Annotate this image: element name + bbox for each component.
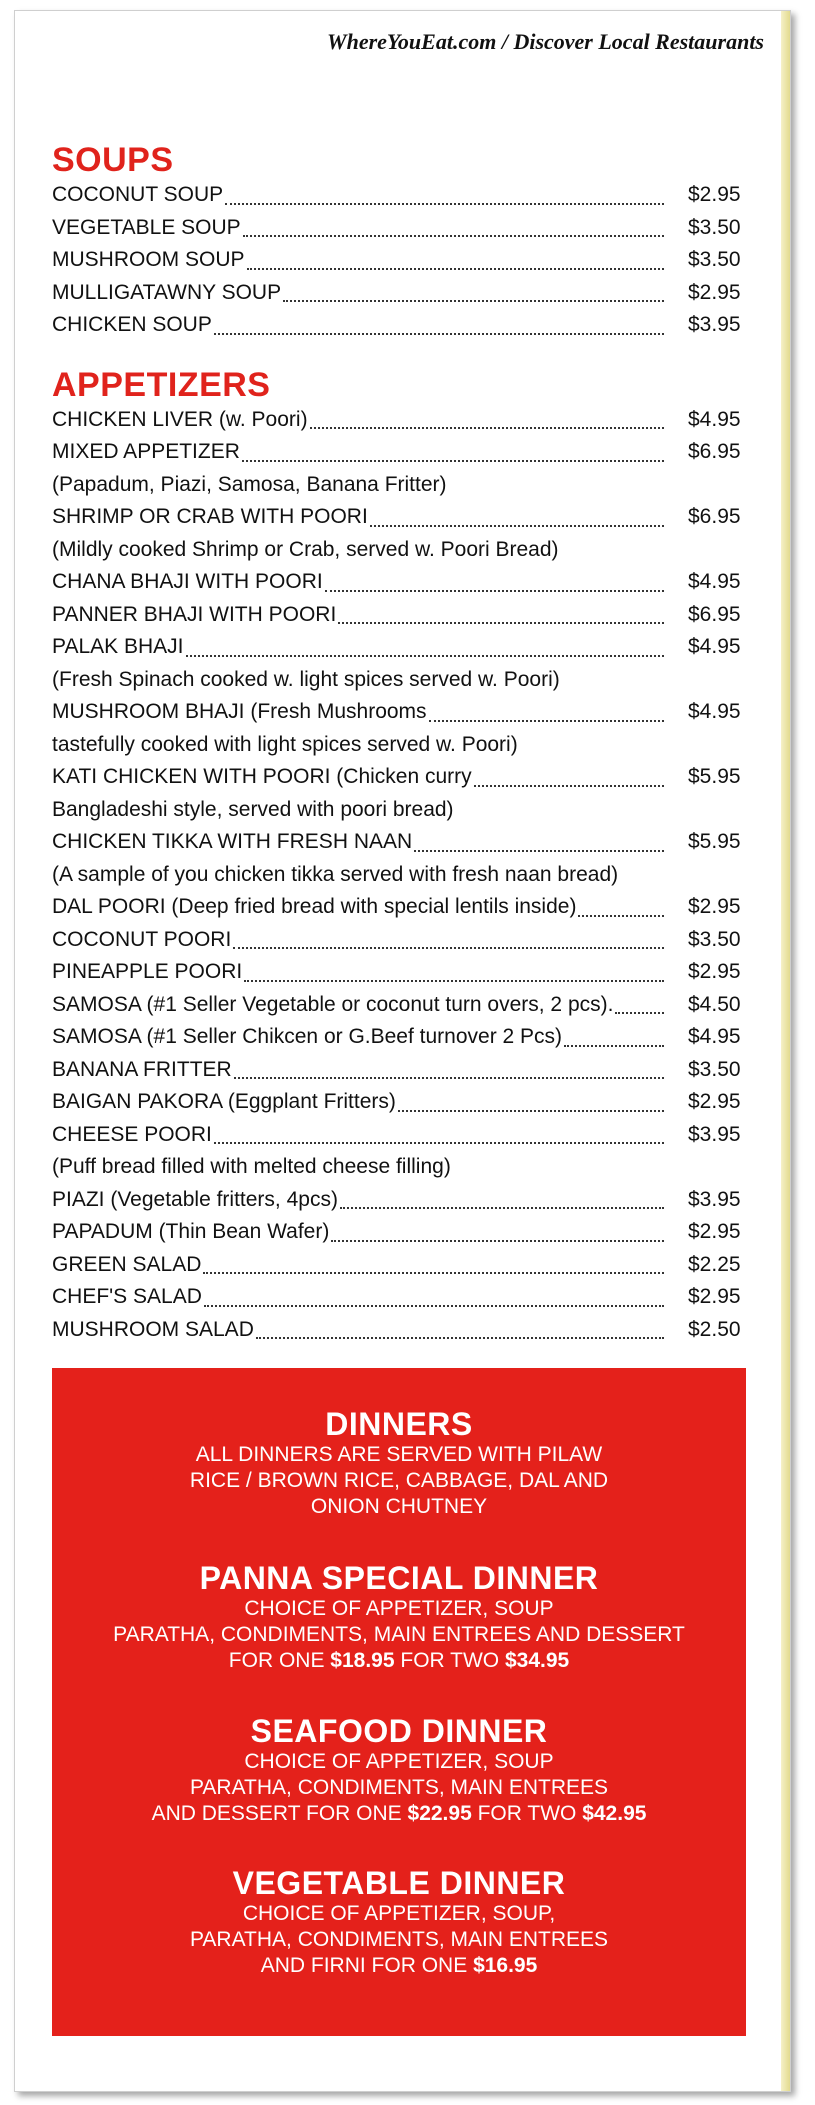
menu-item-name: CHEESE POORI	[52, 1122, 212, 1146]
dinners-block	[52, 1406, 746, 1520]
dot-leader	[233, 947, 664, 949]
dinners-intro-line: RICE / BROWN RICE, CABBAGE, DAL AND	[189, 1469, 609, 1492]
menu-item-price: $3.50	[688, 1057, 741, 1081]
menu-item	[52, 1216, 752, 1249]
dinners-title: DINNERS	[325, 1406, 473, 1442]
menu-item	[52, 1054, 752, 1087]
menu-item-price: $4.95	[688, 700, 741, 723]
menu-item-price: $6.95	[688, 602, 741, 626]
dot-leader	[578, 915, 664, 917]
menu-item-price: $2.95	[688, 280, 741, 304]
menu-item-name: MUSHROOM SOUP	[52, 248, 245, 271]
menu-item-name: COCONUT POORI	[52, 927, 232, 951]
dot-leader	[256, 1337, 664, 1339]
menu-item	[52, 1119, 752, 1152]
menu-item-name: COCONUT SOUP	[52, 183, 224, 206]
seafood-for-two-label: FOR TWO	[477, 1802, 577, 1825]
menu-item	[52, 1086, 752, 1119]
dot-leader	[398, 1110, 664, 1112]
menu-item	[52, 989, 752, 1022]
menu-item-name: BAIGAN PAKORA (Eggplant Fritters)	[52, 1090, 396, 1113]
menu-item	[52, 436, 752, 469]
dot-leader	[203, 1272, 664, 1274]
dot-leader	[370, 525, 664, 527]
menu-item-name: GREEN SALAD	[52, 1252, 202, 1276]
panna-for-two-label: FOR TWO	[400, 1649, 500, 1672]
vegetable-line: PARATHA, CONDIMENTS, MAIN ENTREES	[189, 1928, 609, 1951]
dinners-intro-line: ALL DINNERS ARE SERVED WITH PILAW	[195, 1443, 603, 1466]
menu-item-name: MIXED APPETIZER	[52, 440, 240, 463]
menu-item	[52, 179, 752, 212]
appetizers-list	[52, 404, 752, 1347]
menu-item-name: MULLIGATAWNY SOUP	[52, 280, 282, 304]
menu-item-price: $3.50	[688, 215, 741, 239]
menu-item-price: $6.95	[688, 440, 741, 463]
menu-item-name: SAMOSA (#1 Seller Vegetable or coconut turn overs, 2 pcs).	[52, 992, 614, 1016]
menu-item	[52, 309, 752, 342]
menu-item	[52, 956, 752, 989]
menu-item-note: (Papadum, Piazi, Samosa, Banana Fritter)	[52, 472, 447, 496]
menu-item-price: $2.95	[688, 1285, 741, 1308]
menu-page	[14, 10, 791, 2092]
menu-item	[52, 761, 752, 794]
menu-item	[52, 599, 752, 632]
menu-item-note: (Puff bread filled with melted cheese filling)	[52, 1155, 451, 1178]
dot-leader	[214, 333, 664, 335]
menu-item-name: PINEAPPLE POORI	[52, 960, 243, 983]
menu-item-price: $4.95	[688, 570, 741, 593]
panna-prices	[52, 1648, 746, 1674]
menu-item-name: MUSHROOM SALAD	[52, 1317, 254, 1341]
dot-leader	[283, 300, 664, 302]
menu-item-name: PAPADUM (Thin Bean Wafer)	[52, 1220, 330, 1243]
seafood-prices	[52, 1801, 746, 1827]
seafood-line: CHOICE OF APPETIZER, SOUP	[244, 1750, 554, 1773]
dot-leader	[247, 268, 664, 270]
menu-item-note: Bangladeshi style, served with poori bread)	[52, 797, 454, 821]
appetizers-title: APPETIZERS	[52, 365, 271, 404]
menu-item-price: $5.95	[688, 765, 741, 788]
vegetable-line: CHOICE OF APPETIZER, SOUP,	[242, 1902, 556, 1925]
menu-item-price: $2.25	[688, 1252, 741, 1276]
dot-leader	[429, 720, 664, 722]
menu-item	[52, 1281, 752, 1314]
menu-item	[52, 1314, 752, 1347]
menu-item-name: PIAZI (Vegetable fritters, 4pcs)	[52, 1187, 338, 1211]
menu-item	[52, 1184, 752, 1217]
menu-item-price: $4.95	[688, 635, 741, 658]
dot-leader	[204, 1305, 664, 1307]
menu-item	[52, 244, 752, 277]
menu-item-name: KATI CHICKEN WITH POORI (Chicken curry	[52, 765, 472, 788]
dot-leader	[338, 622, 664, 624]
menu-item-note: (Fresh Spinach cooked w. light spices served w. Poori)	[52, 667, 560, 691]
menu-item-price: $4.95	[688, 407, 741, 431]
seafood-for-two-price: $42.95	[582, 1802, 647, 1825]
menu-item-price: $3.50	[688, 248, 741, 271]
menu-item-price: $4.95	[688, 1025, 741, 1048]
menu-item-note: (A sample of you chicken tikka served with fresh naan bread)	[52, 862, 619, 886]
panna-title: PANNA SPECIAL DINNER	[199, 1560, 599, 1596]
dot-leader	[564, 1045, 664, 1047]
dot-leader	[414, 850, 664, 852]
menu-item	[52, 277, 752, 310]
menu-item-name: CHICKEN TIKKA WITH FRESH NAAN	[52, 830, 413, 853]
menu-item-name: CHICKEN SOUP	[52, 313, 212, 336]
panna-for-two-price: $34.95	[504, 1649, 570, 1672]
dot-leader	[225, 203, 664, 205]
menu-item	[52, 212, 752, 245]
menu-item-name: MUSHROOM BHAJI (Fresh Mushrooms	[52, 700, 427, 723]
dot-leader	[242, 460, 664, 462]
dinners-intro-line: ONION CHUTNEY	[310, 1495, 488, 1518]
menu-item-note: (Mildly cooked Shrimp or Crab, served w. Poori Bread)	[52, 537, 559, 561]
vegetable-dinner	[52, 1865, 746, 1979]
dot-leader	[186, 655, 665, 657]
dot-leader	[234, 1077, 664, 1079]
soups-title: SOUPS	[52, 141, 174, 179]
menu-item	[52, 631, 752, 664]
menu-item-price: $2.95	[688, 1220, 741, 1243]
menu-item-price: $2.95	[688, 183, 741, 206]
menu-item-name: CHEF'S SALAD	[52, 1285, 202, 1308]
menu-item	[52, 924, 752, 957]
dot-leader	[615, 1012, 664, 1014]
menu-item-price: $3.95	[688, 1187, 741, 1211]
menu-content	[52, 141, 752, 1346]
seafood-for-one-label: AND DESSERT FOR ONE	[151, 1802, 402, 1825]
soups-list	[52, 179, 752, 342]
seafood-line: PARATHA, CONDIMENTS, MAIN ENTREES	[189, 1776, 609, 1799]
menu-item-name: CHICKEN LIVER (w. Poori)	[52, 407, 308, 431]
menu-item	[52, 826, 752, 859]
dot-leader	[214, 1142, 664, 1144]
menu-item-name: BANANA FRITTER	[52, 1057, 232, 1081]
seafood-dinner	[52, 1713, 746, 1827]
panna-for-one-price: $18.95	[330, 1649, 395, 1672]
seafood-title: SEAFOOD DINNER	[250, 1713, 548, 1749]
menu-item-name: SHRIMP OR CRAB WITH POORI	[52, 505, 368, 528]
menu-item-name: VEGETABLE SOUP	[52, 215, 241, 239]
menu-item-price: $6.95	[688, 505, 741, 528]
panna-line: PARATHA, CONDIMENTS, MAIN ENTREES AND DESSERT	[113, 1623, 685, 1646]
site-header: WhereYouEat.com / Discover Local Restaurants	[327, 29, 764, 54]
menu-item-name: PALAK BHAJI	[52, 635, 184, 658]
vegetable-title: VEGETABLE DINNER	[232, 1865, 566, 1901]
vegetable-for-one-price: $16.95	[473, 1954, 538, 1977]
menu-item-name: SAMOSA (#1 Seller Chikcen or G.Beef turnover 2 Pcs)	[52, 1025, 563, 1048]
dot-leader	[243, 235, 664, 237]
menu-item-price: $2.95	[688, 960, 741, 983]
menu-item-price: $3.95	[688, 313, 741, 336]
menu-item-name: PANNER BHAJI WITH POORI	[52, 602, 337, 626]
seafood-for-one-price: $22.95	[407, 1802, 472, 1825]
vegetable-for-one-label: AND FIRNI FOR ONE	[260, 1954, 468, 1977]
menu-item-price: $5.95	[688, 830, 741, 853]
dot-leader	[474, 785, 664, 787]
dot-leader	[331, 1240, 664, 1242]
menu-item	[52, 501, 752, 534]
panna-for-one-label: FOR ONE	[228, 1649, 325, 1672]
dot-leader	[310, 427, 664, 429]
menu-item	[52, 1249, 752, 1282]
menu-item	[52, 404, 752, 437]
dinners-box	[52, 1368, 746, 2036]
panna-line: CHOICE OF APPETIZER, SOUP	[244, 1597, 554, 1620]
menu-item-price: $2.50	[688, 1317, 741, 1341]
menu-item-name: CHANA BHAJI WITH POORI	[52, 570, 323, 593]
menu-item-price: $3.95	[688, 1122, 741, 1146]
menu-item-name: DAL POORI (Deep fried bread with special lentils inside)	[52, 895, 577, 918]
menu-item	[52, 696, 752, 729]
menu-item-note: tastefully cooked with light spices served w. Poori)	[52, 732, 518, 756]
menu-item-price: $2.95	[688, 1090, 741, 1113]
dot-leader	[340, 1207, 664, 1209]
menu-item-price: $2.95	[688, 895, 741, 918]
page-edge	[781, 11, 790, 2091]
panna-dinner	[52, 1560, 746, 1674]
menu-item	[52, 566, 752, 599]
menu-item-price: $3.50	[688, 927, 741, 951]
vegetable-prices	[52, 1953, 746, 1979]
dot-leader	[325, 590, 664, 592]
menu-item	[52, 1021, 752, 1054]
menu-item-price: $4.50	[688, 992, 741, 1016]
dot-leader	[244, 980, 664, 982]
menu-item	[52, 891, 752, 924]
